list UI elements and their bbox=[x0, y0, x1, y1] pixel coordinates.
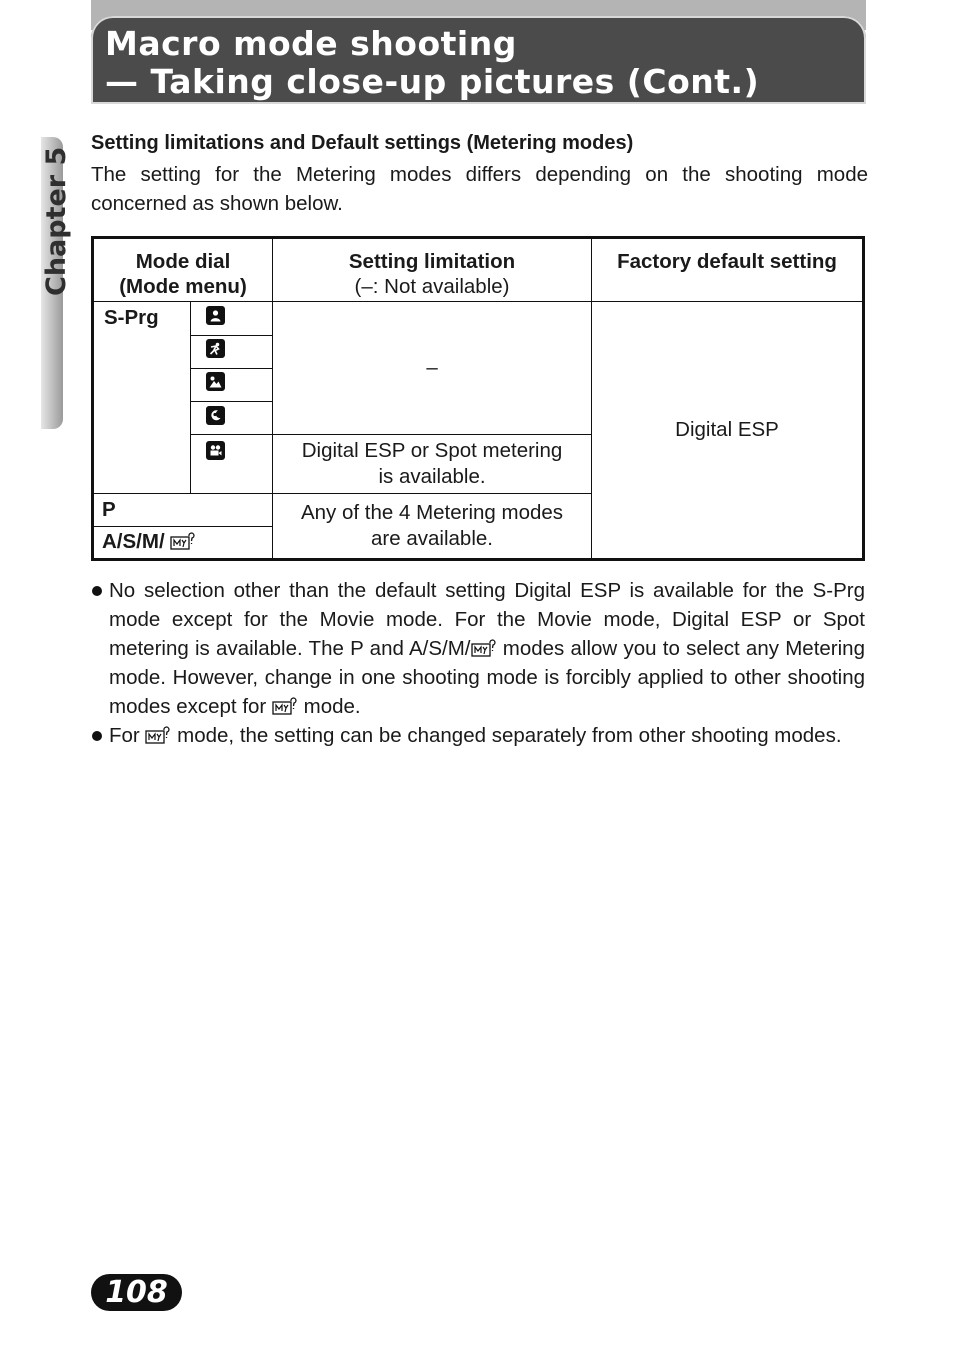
limitation-all-modes-cell bbox=[273, 493, 592, 559]
page-header bbox=[91, 16, 866, 104]
default-value-cell: Digital ESP bbox=[592, 302, 864, 560]
note-1-text-a: No selection other than the default setting Digital ESP is available for the S-Prg mode except for the Movie mode. For the Movie mode, Digital ESP or Spot metering is available. The P and A/S/M/ bbox=[109, 579, 865, 660]
notes-list bbox=[91, 576, 865, 750]
asm-mode-label: A/S/M/ bbox=[102, 530, 165, 554]
note-2-text-a: For bbox=[109, 724, 146, 747]
page-title-line-1: Macro mode shooting bbox=[105, 24, 517, 63]
intro-paragraph: The setting for the Metering modes differs depending on the shooting mode concerned as shown below. bbox=[91, 163, 868, 215]
limitation-movie-line1: Digital ESP or Spot metering bbox=[301, 438, 563, 462]
note-item-1 bbox=[91, 576, 865, 721]
bullet-dot-icon bbox=[92, 586, 102, 596]
col-header-mode-line1: Mode dial bbox=[135, 250, 231, 273]
my-mode-icon bbox=[170, 531, 196, 551]
limitation-all-line1: Any of the 4 Metering modes bbox=[300, 500, 564, 524]
landscape-mode-icon bbox=[206, 372, 225, 391]
icon-cell bbox=[191, 435, 273, 493]
portrait-mode-icon bbox=[206, 306, 225, 325]
limitation-all-line2: are available. bbox=[371, 526, 493, 550]
my-mode-icon bbox=[145, 725, 171, 745]
limitation-movie-cell bbox=[273, 435, 592, 493]
page-title-line-2: — Taking close-up pictures (Cont.) bbox=[105, 62, 760, 101]
sprg-label-cell: S-Prg bbox=[93, 302, 191, 493]
note-2-text-b: mode, the setting can be changed separately from other shooting modes. bbox=[171, 724, 842, 747]
asm-mode-label-cell bbox=[93, 526, 273, 559]
page-number: 108 bbox=[91, 1274, 182, 1311]
note-item-2 bbox=[91, 721, 865, 750]
sports-mode-icon bbox=[206, 339, 225, 358]
icon-cell bbox=[191, 335, 273, 368]
col-header-factory-default: Factory default setting bbox=[592, 238, 864, 302]
section-heading: Setting limitations and Default settings (Metering modes) bbox=[91, 132, 634, 154]
icon-cell bbox=[191, 302, 273, 335]
col-header-limit-sub: (–: Not available) bbox=[354, 275, 510, 298]
col-header-mode-line2: (Mode menu) bbox=[119, 275, 247, 298]
col-header-limit-title: Setting limitation bbox=[348, 250, 516, 273]
night-scene-mode-icon bbox=[206, 406, 225, 425]
bullet-dot-icon bbox=[92, 731, 102, 741]
movie-mode-icon bbox=[206, 441, 225, 460]
note-1-text-c: mode. bbox=[297, 695, 361, 718]
icon-cell bbox=[191, 402, 273, 435]
table-header-row bbox=[93, 238, 864, 302]
metering-modes-table bbox=[91, 236, 865, 561]
col-header-mode-dial bbox=[93, 238, 273, 302]
p-mode-label-cell: P bbox=[93, 493, 273, 526]
table-row bbox=[93, 302, 864, 335]
limitation-not-available-cell: – bbox=[273, 302, 592, 435]
note-1-text-b: modes allow you to select any Metering mode. However, change in one shooting mode is forcibly applied to other shooting modes except for bbox=[109, 637, 865, 718]
my-mode-icon bbox=[471, 638, 497, 658]
limitation-movie-line2: is available. bbox=[378, 464, 486, 488]
my-mode-icon bbox=[272, 696, 298, 716]
col-header-setting-limitation bbox=[273, 238, 592, 302]
chapter-label: Chapter 5 bbox=[41, 146, 72, 296]
icon-cell bbox=[191, 368, 273, 401]
